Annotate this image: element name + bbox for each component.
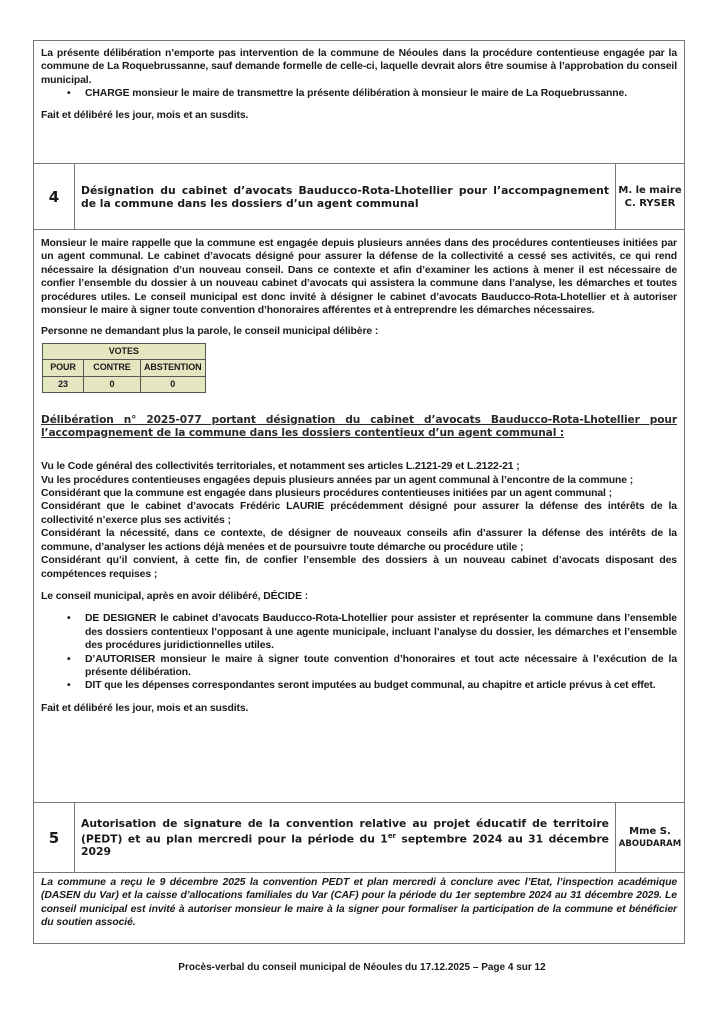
bullet-text: monsieur le maire de transmettre la présente délibération à monsieur le maire de La Roquebrussanne. <box>129 88 628 100</box>
item5-header-row <box>33 802 685 873</box>
considerant-text: qu’il convient, à cette fin, de confier l’ensemble des dossiers à un nouveau cabinet d’avocats disposant des compétences requises ; <box>41 555 677 580</box>
item3-conclusion-block <box>33 40 685 164</box>
votes-header: VOTES <box>43 343 206 359</box>
decide-lead: Le conseil municipal, après en avoir délibéré, <box>41 590 264 602</box>
item-number: 5 <box>34 803 75 872</box>
considerant-1 <box>41 460 677 473</box>
item4-header-row <box>33 163 685 230</box>
votes-table <box>42 343 206 393</box>
considerant-3 <box>41 487 677 500</box>
decision-keyword: DIT <box>85 680 102 692</box>
considerant-keyword: Considérant <box>41 501 101 513</box>
decide-line <box>41 590 677 603</box>
votes-col-pour: POUR <box>43 360 84 376</box>
title-part-a: Autorisation de signature de la convention relative au projet éducatif de territoire (PEDT) et au plan mercredi pour la période du 1 <box>81 816 609 846</box>
item3-paragraph: La présente délibération n’emporte pas intervention de la commune de Néoules dans la procédure contentieuse engagée par la commune de La Roquebrussanne, sauf demande formelle de celle-ci, laquelle devrait alors être soumise à l’approbation du conseil municipal. <box>41 48 677 86</box>
considerant-keyword: Considérant <box>41 555 101 567</box>
rapporteur-title: M. le maire <box>618 184 682 196</box>
closing-line: Fait et délibéré les jour, mois et an susdits. <box>41 702 249 714</box>
considerant-keyword: Vu <box>41 474 54 486</box>
item4-intro: Monsieur le maire rappelle que la commune est engagée depuis plusieurs années dans des procédures contentieuses initiées par un agent communal. Le cabinet d’avocats désigné pour assurer la défense de la collectivité a cessé ses activités, ce qui rend nécessaire la désignation d’un nouveau conseil. Dans ce contexte et afin d’examiner les actions à mener il est nécessaire de confier l’ensemble du dossier à un nouveau cabinet d’avocats qui assistera la commune dans l’analyse, les démarches et toutes procédures utiles. Le conseil municipal est donc invité à désigner le cabinet d’avocats Bauducco-Rota-Lhotellier et à autoriser monsieur le maire à signer toute convention d’honoraires afférentes et à entreprendre les démarches nécessaires. <box>41 238 677 317</box>
votes-pour-value: 23 <box>43 376 84 392</box>
item-title <box>75 803 616 872</box>
charge-bullet <box>41 87 677 100</box>
decide-tail: : <box>301 590 309 602</box>
considerant-text: la nécessité, dans ce contexte, de désigner de nouveaux conseils afin d’assurer la défense des intérêts de la commune, d’analyser les actions déjà menées et de poursuivre toute démarche ou procédure utile ; <box>41 528 677 553</box>
decide-keyword: DÉCIDE <box>263 590 302 602</box>
decision-2 <box>41 653 677 680</box>
considerant-text: que le cabinet d’avocats Frédéric LAURIE précédemment désigné pour assurer la défense des intérêts de la collectivité n’exerce plus ses activités ; <box>41 501 677 526</box>
rapporteur-title: Mme S. <box>629 825 671 837</box>
decision-1 <box>41 612 677 652</box>
decision-keyword: D’AUTORISER <box>85 653 156 665</box>
considerant-text: le Code général des collectivités territoriales, et notamment ses articles L.2121-29 et L.2122-21 ; <box>53 461 520 473</box>
rapporteur-name: ABOUDARAM <box>618 838 682 849</box>
decision-text: que les dépenses correspondantes seront imputées au budget communal, au chapitre et article prévus à cet effet. <box>101 680 656 692</box>
considerant-keyword: Considérant <box>41 528 101 540</box>
item5-intro: La commune a reçu le 9 décembre 2025 la convention PEDT et plan mercredi à conclure avec l’Etat, l’inspection académique (DASEN du Var) et la caisse d’allocations familiales du Var (CAF) pour la période du 1er septembre 2024 au 31 décembre 2029. Le conseil municipal est invité à autoriser monsieur le maire à la signer pour formaliser la participation de la commune et bénéficier du soutien associé. <box>41 877 677 929</box>
decision-text: monsieur le maire à signer toute convention d’honoraires et tout acte nécessaire à l’exécution de la présente délibération. <box>85 653 677 678</box>
considerant-4 <box>41 500 677 527</box>
item-title: Désignation du cabinet d’avocats Bauducco-Rota-Lhotellier pour l’accompagnement de la commune dans les dossiers d’un agent communal <box>75 164 616 229</box>
decision-keyword: DE DESIGNER <box>85 613 157 625</box>
closing-line: Fait et délibéré les jour, mois et an susdits. <box>41 109 249 121</box>
considerant-keyword: Vu <box>41 461 54 473</box>
title-part-b: septembre 2024 au 31 décembre 2029 <box>81 832 609 859</box>
deliberation-title: Délibération n° 2025-077 portant désignation du cabinet d’avocats Bauducco-Rota-Lhotellier pour l’accompagnement de la commune dans les dossiers contentieux d’un agent communal : <box>41 413 677 439</box>
considerant-keyword: Considérant <box>41 488 101 500</box>
votes-contre-value: 0 <box>84 376 141 392</box>
page-footer: Procès-verbal du conseil municipal de Néoules du 17.12.2025 – Page 4 sur 12 <box>178 962 546 973</box>
no-speaker-line: Personne ne demandant plus la parole, le conseil municipal délibère : <box>41 326 379 338</box>
considerant-text: que la commune est engagée dans plusieurs procédures contentieuses initiées par un agent communal ; <box>100 488 612 500</box>
rapporteur <box>616 803 684 872</box>
rapporteur-name: C. RYSER <box>624 197 676 209</box>
considerant-6 <box>41 554 677 581</box>
item-number: 4 <box>34 164 75 229</box>
decision-3 <box>41 679 677 692</box>
bullet-keyword: CHARGE <box>85 88 130 100</box>
considerant-2 <box>41 474 677 487</box>
votes-col-abstention: ABSTENTION <box>141 360 206 376</box>
item4-body <box>33 229 685 803</box>
considerant-text: les procédures contentieuses engagées depuis plusieurs années par un agent communal à l’encontre de la commune ; <box>53 474 634 486</box>
decision-text: le cabinet d’avocats Bauducco-Rota-Lhotellier pour assister et représenter la commune dans l’ensemble des dossiers contentieux l’opposant à une agente municipale, incluant l’analyse du dossier, les démarches et l’ensemble des procédures juridictionnelles utiles. <box>85 613 677 652</box>
item5-body <box>33 872 685 944</box>
considerant-5 <box>41 527 677 554</box>
title-sup: er <box>387 831 397 840</box>
votes-col-contre: CONTRE <box>84 360 141 376</box>
rapporteur <box>616 164 684 229</box>
votes-abstention-value: 0 <box>141 376 206 392</box>
